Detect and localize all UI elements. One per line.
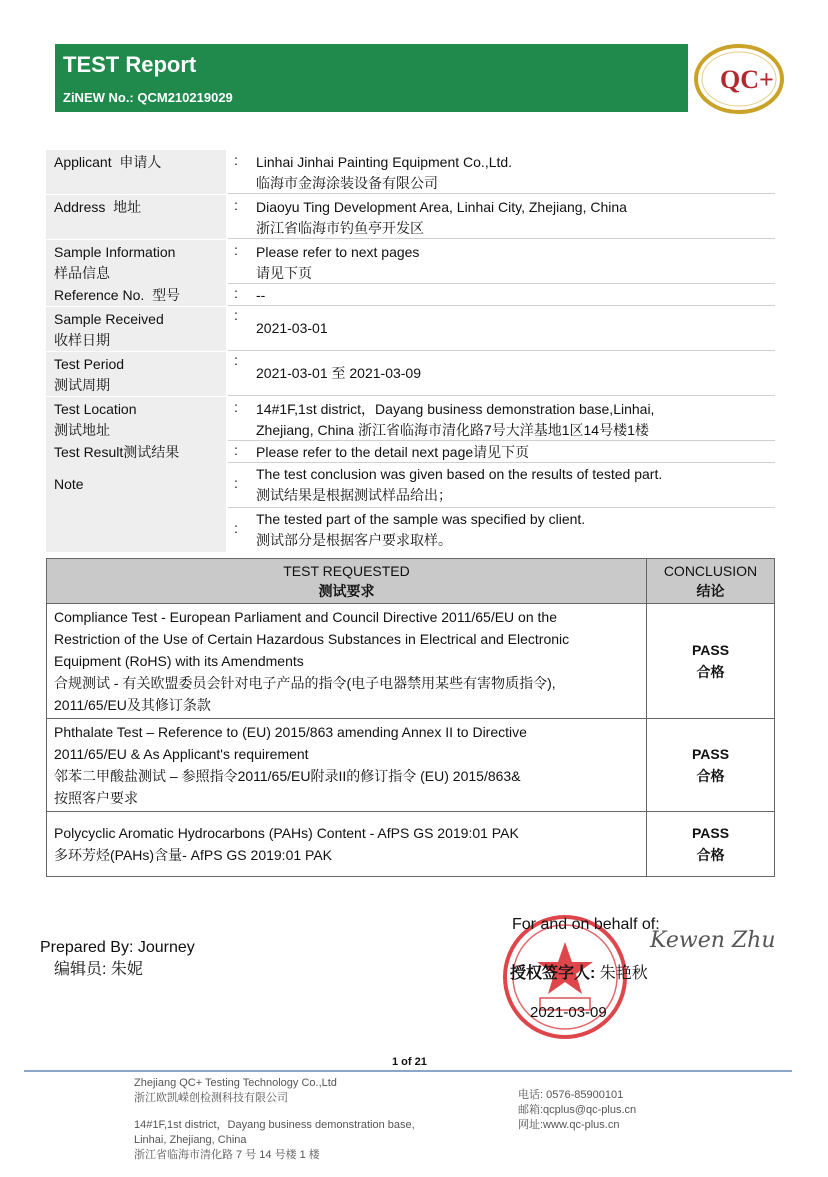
info-row-sample-information [46, 240, 775, 284]
sample-info-value-en: Please refer to next pages [256, 244, 420, 260]
qc-plus-logo [693, 42, 785, 116]
colon: : [234, 152, 238, 168]
result-cn: 合格 [696, 664, 725, 680]
colon: : [234, 197, 238, 213]
info-row-reference-no [46, 284, 775, 306]
signatory-name: 朱艳秋 [599, 965, 648, 982]
test-result-value: Please refer to the detail next page请见下页 [256, 444, 530, 460]
test-location-label-en: Test Location [54, 401, 137, 417]
test-line: Compliance Test - European Parliament and Council Directive 2011/65/EU on the [54, 609, 557, 625]
signature-date: 2021-03-09 [530, 1004, 607, 1021]
footer-divider [24, 1070, 792, 1072]
header-conclusion [647, 559, 775, 604]
test-line: 多环芳烃(PAHs)含量- AfPS GS 2019:01 PAK [54, 847, 333, 863]
test-line: 合规测试 - 有关欧盟委员会针对电子产品的指令(电子电器禁用某些有害物质指令), [54, 675, 556, 691]
result-en: PASS [691, 825, 730, 841]
address-label-cn: 地址 [113, 199, 142, 215]
info-row-sample-received [46, 307, 775, 351]
applicant-value-cn: 临海市金海涂装设备有限公司 [256, 175, 438, 191]
test-location-label-cn: 测试地址 [54, 422, 110, 438]
reference-label-cn: 型号 [152, 287, 181, 303]
applicant-value-en: Linhai Jinhai Painting Equipment Co.,Ltd. [256, 154, 513, 170]
report-title: TEST Report [63, 52, 197, 77]
table-header-row [47, 559, 775, 604]
signatory [510, 960, 648, 983]
table-row [47, 604, 775, 719]
footer-phone: 电话: 0576-85900101 [518, 1089, 624, 1101]
colon: : [234, 399, 238, 415]
reference-label-en: Reference No. [54, 287, 145, 303]
sample-received-value: 2021-03-01 [256, 320, 328, 336]
footer-company-cn: 浙江欧凯嵘创检测科技有限公司 [134, 1092, 288, 1104]
footer-company [134, 1076, 337, 1106]
header-conclusion-cn: 结论 [696, 583, 725, 599]
footer-address [134, 1118, 415, 1163]
note-value-cn: 测试结果是根据测试样品给出； [256, 487, 452, 503]
result-cn: 合格 [696, 847, 725, 863]
applicant-label-en: Applicant [54, 154, 112, 170]
header-test-requested [47, 559, 647, 604]
tests-table [46, 558, 775, 877]
colon: : [234, 442, 238, 458]
test-period-label-en: Test Period [54, 356, 125, 372]
result-en: PASS [691, 642, 730, 658]
test-period-label-cn: 测试周期 [54, 377, 110, 393]
test-location-value-1: 14#1F,1st district，Dayang business demonstration base,Linhai, [256, 401, 655, 417]
address-value-cn: 浙江省临海市钓鱼亭开发区 [256, 220, 424, 236]
info-row-applicant [46, 150, 775, 194]
test-line: Equipment (RoHS) with its Amendments [54, 653, 304, 669]
table-row [47, 812, 775, 877]
test-conclusion [647, 812, 775, 877]
test-period-value: 2021-03-01 至 2021-03-09 [256, 365, 422, 381]
sample-info-label-cn: 样品信息 [54, 265, 110, 281]
prepared-by-cn: 编辑员: 朱妮 [54, 961, 143, 978]
info-row-note-2 [46, 508, 775, 552]
logo-text: QC+ [720, 65, 774, 94]
result-cn: 合格 [696, 768, 725, 784]
report-banner [55, 44, 688, 112]
test-result-label-en: Test Result [54, 444, 124, 460]
header-test-requested-en: TEST REQUESTED [283, 563, 410, 579]
test-line: 按照客户要求 [54, 790, 138, 806]
reference-value: -- [256, 287, 266, 303]
table-row [47, 719, 775, 812]
note-label: Note [54, 476, 84, 492]
handwritten-signature: Kewen Zhu [650, 928, 776, 953]
info-row-test-location [46, 397, 775, 441]
test-description [47, 812, 647, 877]
test-conclusion [647, 719, 775, 812]
colon: : [234, 520, 238, 536]
info-row-address [46, 195, 775, 239]
info-row-test-result [46, 441, 775, 463]
test-result-label-cn: 测试结果 [123, 444, 180, 460]
footer-address-1: 14#1F,1st district，Dayang business demonstration base, [134, 1119, 415, 1131]
footer-company-en: Zhejiang QC+ Testing Technology Co.,Ltd [134, 1077, 337, 1089]
footer-email: 邮箱:qcplus@qc-plus.cn [518, 1104, 637, 1116]
footer-address-2: Linhai, Zhejiang, China [134, 1134, 247, 1146]
colon: : [234, 307, 238, 323]
colon: : [234, 285, 238, 301]
sample-info-label-en: Sample Information [54, 244, 176, 260]
test-line: Polycyclic Aromatic Hydrocarbons (PAHs) Content - AfPS GS 2019:01 PAK [54, 825, 519, 841]
address-value-en: Diaoyu Ting Development Area, Linhai City, Zhejiang, China [256, 199, 627, 215]
behalf-text: For and on behalf of: [512, 916, 660, 933]
test-line: Phthalate Test – Reference to (EU) 2015/863 amending Annex II to Directive [54, 724, 527, 740]
note2-value-en: The tested part of the sample was specified by client. [256, 511, 586, 527]
info-row-test-period [46, 352, 775, 396]
page-number: 1 of 21 [392, 1056, 427, 1068]
test-line: 2011/65/EU & As Applicant's requirement [54, 746, 309, 762]
footer-web: 网址:www.qc-plus.cn [518, 1119, 620, 1131]
note-value-en: The test conclusion was given based on the results of tested part. [256, 466, 663, 482]
note2-value-cn: 测试部分是根据客户要求取样。 [256, 532, 452, 548]
applicant-label-cn: 申请人 [119, 154, 162, 170]
address-label-en: Address [54, 199, 106, 215]
test-line: 2011/65/EU及其修订条款 [54, 697, 211, 713]
colon: : [234, 352, 238, 368]
colon: : [234, 242, 238, 258]
header-test-requested-cn: 测试要求 [318, 583, 375, 599]
test-location-value-2: Zhejiang, China 浙江省临海市清化路7号大洋基地1区14号楼1楼 [256, 422, 649, 438]
test-description [47, 719, 647, 812]
colon: : [234, 475, 238, 491]
footer-contact [518, 1088, 636, 1133]
report-number: ZiNEW No.: QCM210219029 [63, 90, 233, 105]
signatory-label: 授权签字人: [510, 965, 596, 982]
test-line: Restriction of the Use of Certain Hazardous Substances in Electrical and Electronic [54, 631, 570, 647]
result-en: PASS [691, 746, 730, 762]
test-conclusion [647, 604, 775, 719]
footer-address-cn: 浙江省临海市清化路 7 号 14 号楼 1 楼 [134, 1149, 320, 1161]
sample-received-label-cn: 收样日期 [54, 332, 110, 348]
sample-info-value-cn: 请见下页 [256, 265, 312, 281]
sample-received-label-en: Sample Received [54, 311, 164, 327]
test-line: 邻苯二甲酸盐测试 – 参照指令2011/65/EU附录II的修订指令 (EU) 2015/863& [54, 768, 521, 784]
info-row-note [46, 463, 775, 508]
test-description [47, 604, 647, 719]
header-conclusion-en: CONCLUSION [663, 563, 758, 579]
prepared-by-en: Prepared By: Journey [40, 939, 195, 956]
